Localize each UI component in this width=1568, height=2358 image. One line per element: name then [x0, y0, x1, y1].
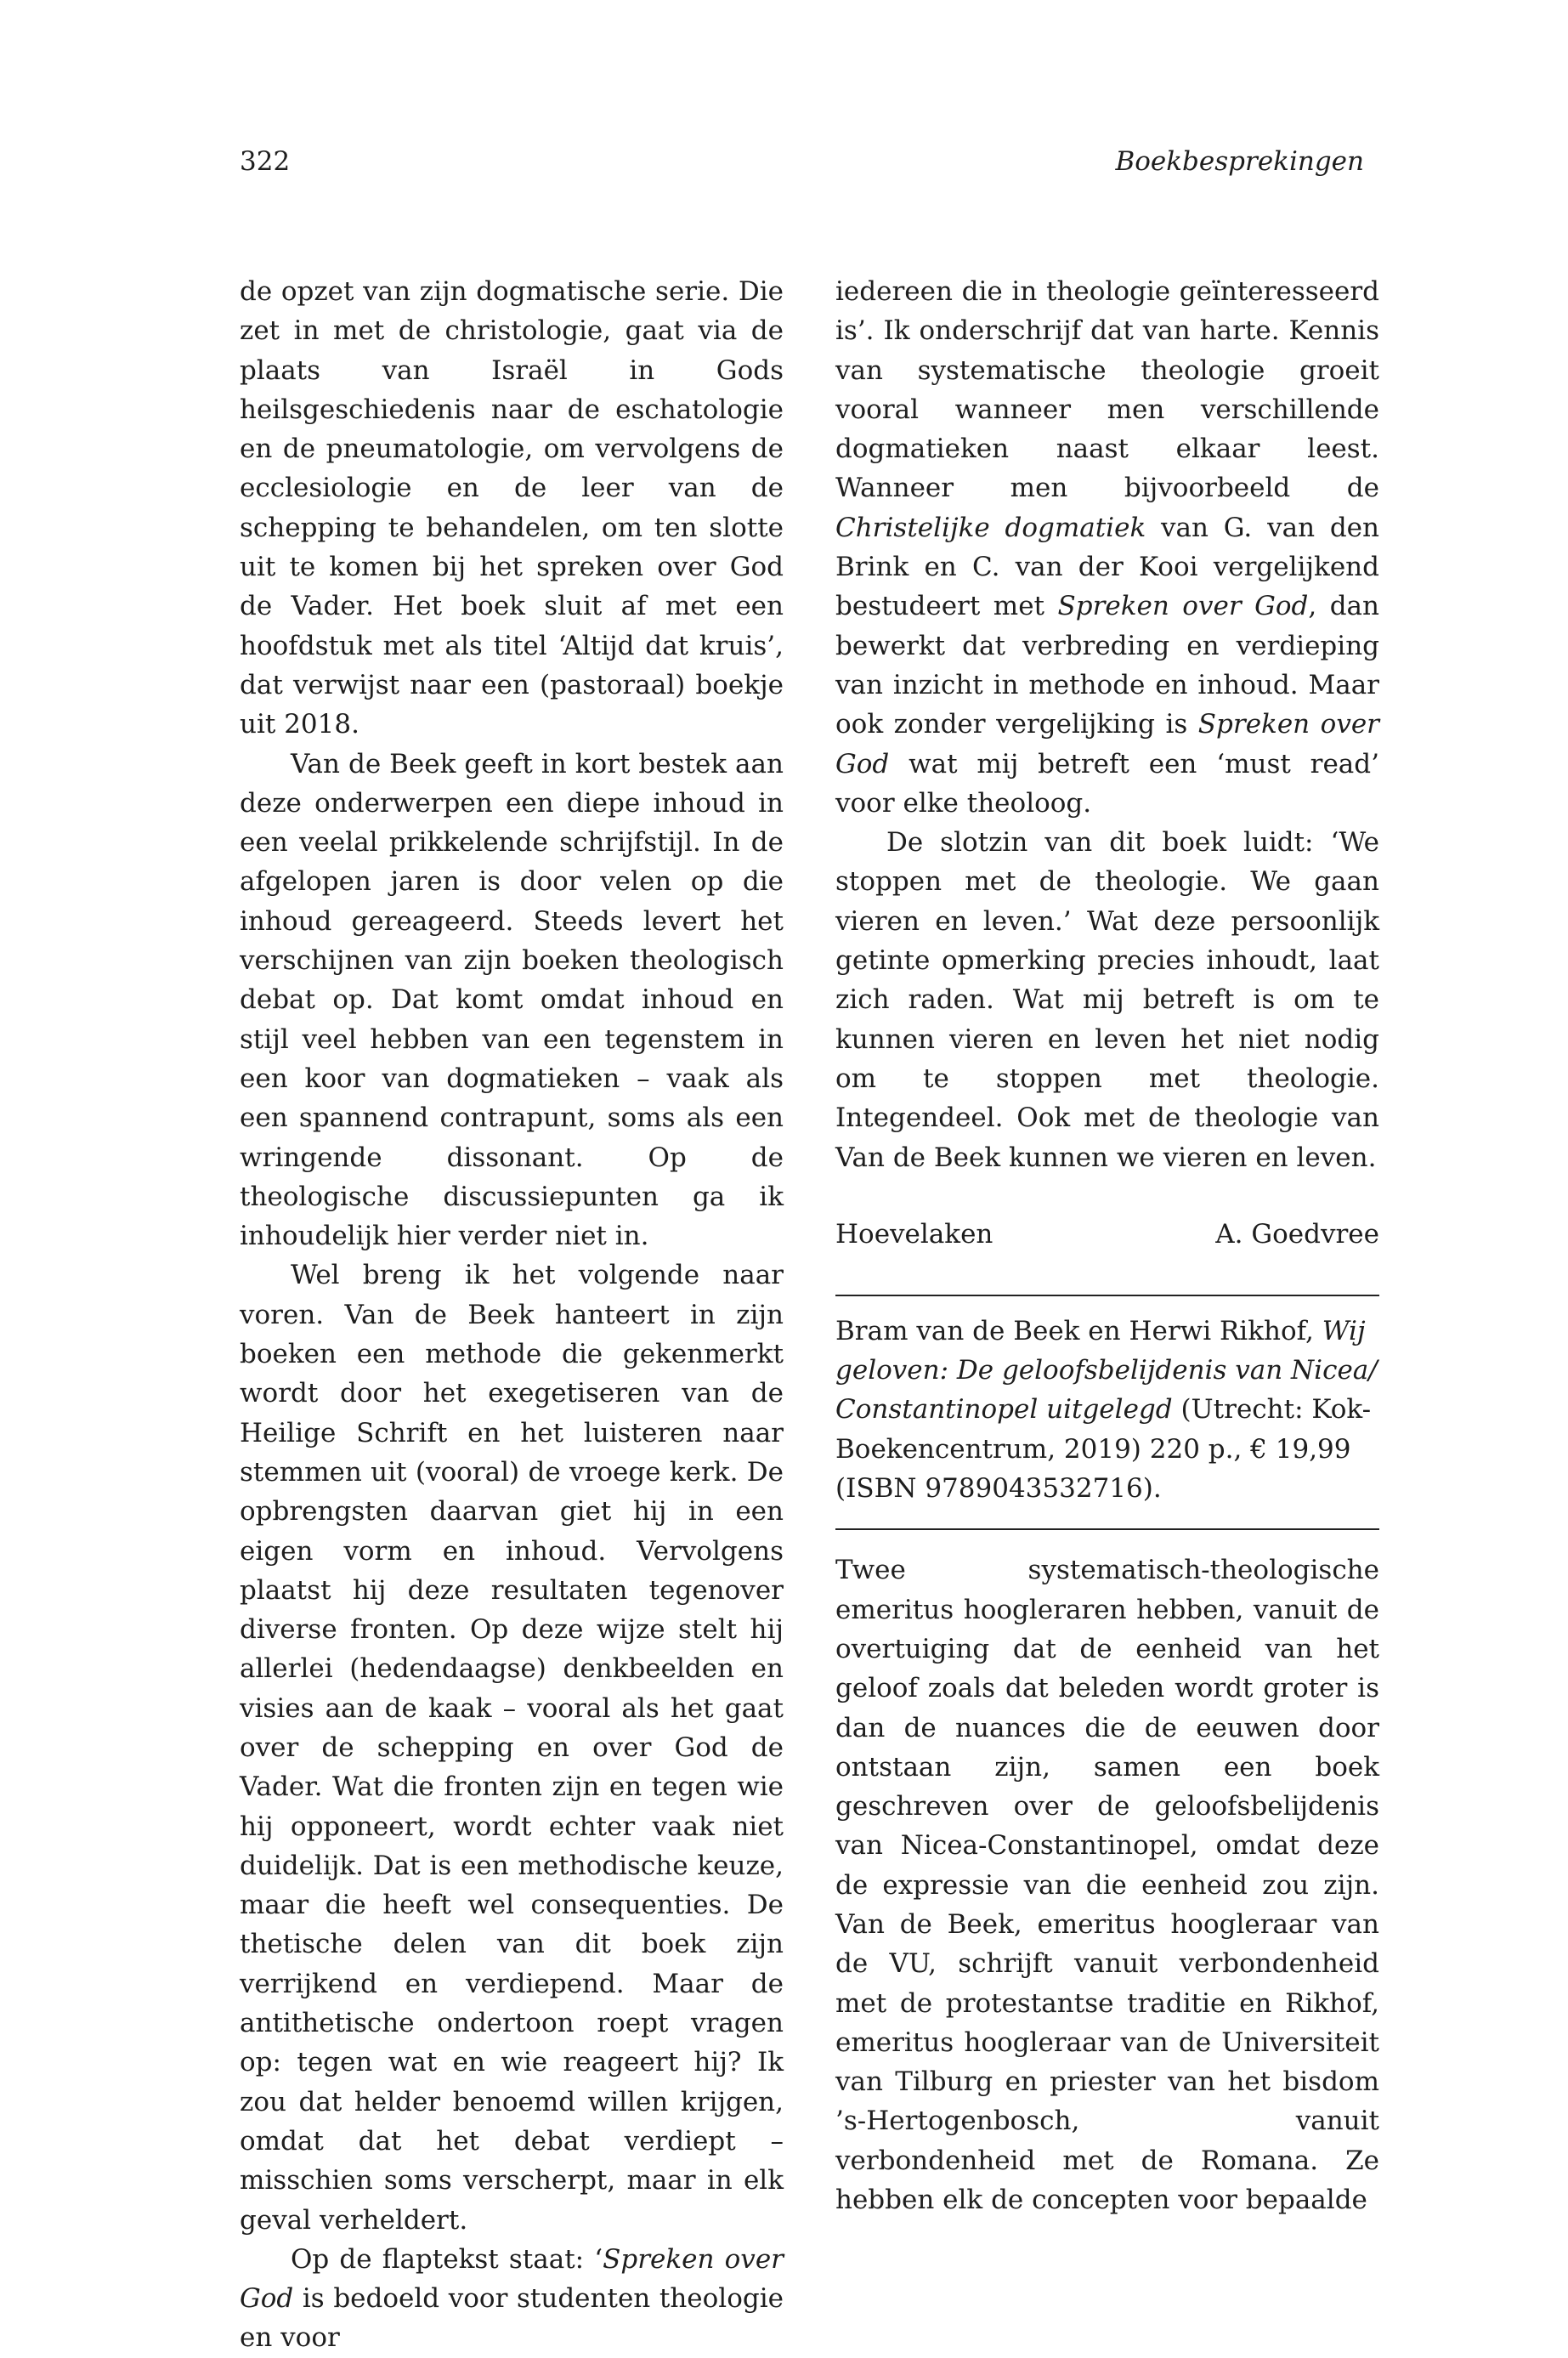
- book-title-italic: Spreken over God: [835, 709, 1379, 779]
- text-run: , dan bewerkt dat verbreding en verdieping van inzicht in methode en inhoud. Maar ook zonder vergelijking is: [835, 591, 1380, 740]
- text-run: Op de flaptekst staat: ‘: [291, 2243, 603, 2275]
- paragraph: [835, 272, 1379, 823]
- text-run: iedereen die in theologie geïnteresseerd is’. Ik onderschrijf dat van harte. Kennis van systematische theologie groeit vooral wanneer men verschillende dogmatieken naast elkaar leest. Wanneer men bijvoorbeeld de: [835, 276, 1379, 504]
- book-title-italic: Spreken over God: [240, 2243, 784, 2315]
- signature-place: Hoevelaken: [835, 1218, 993, 1250]
- paragraph: De slotzin van dit boek luidt: ‘We stoppen met de theologie. We gaan vieren en leven.’ Wat deze persoonlijk getinte opmerking precies inhoudt, laat zich raden. Wat mij betreft is om te kunnen vieren en leven het niet nodig om te stoppen met theologie. Integendeel. Ook met de theologie van Van de Beek kunnen we vieren en leven.: [835, 827, 1379, 1173]
- book-reference: [835, 1312, 1379, 1508]
- divider-top: [835, 1295, 1379, 1296]
- signature-name: A. Goedvree: [1215, 1218, 1379, 1250]
- book-title-italic: Spreken over God: [1057, 591, 1309, 622]
- review-signature: [835, 1215, 1379, 1254]
- text-run: wat mij betreft een ‘must read’ voor elke theoloog.: [835, 748, 1379, 819]
- paragraph: de opzet van zijn dogmatische serie. Die zet in met de christologie, gaat via de plaats van Israël in Gods heilsgeschiedenis naar de eschatologie en de pneumatologie, om vervolgens de ecclesiologie en de leer van de schepping te behandelen, om ten slotte uit te komen bij het spreken over God de Vader. Het boek sluit af met een hoofdstuk met als titel ‘Altijd dat kruis’, dat verwijst naar een (pastoraal) boekje uit 2018.: [240, 276, 784, 740]
- left-column: [240, 272, 784, 2358]
- book-reference-text: [835, 1312, 1379, 1508]
- book-title-italic: Christelijke dogmatiek: [835, 512, 1146, 543]
- text-run: is bedoeld voor studenten theologie en voor: [240, 2283, 784, 2354]
- book-title-italic: Wij geloven: De geloofsbelijdenis van Nicea/ Constantinopel uitgelegd: [835, 1315, 1378, 1426]
- right-column: [835, 272, 1379, 2219]
- text-run: van G. van den Brink en C. van der Kooi vergelijkend bestudeert met: [835, 512, 1379, 622]
- running-head: Boekbesprekingen: [1115, 146, 1364, 177]
- paragraph: Van de Beek geeft in kort bestek aan deze onderwerpen een diepe inhoud in een veelal prikkelende schrijfstijl. In de afgelopen jaren is door velen op die inhoud gereageerd. Steeds levert het verschijnen van zijn boeken theologisch debat op. Dat komt omdat inhoud en stijl veel hebben van een tegenstem in een koor van dogmatieken – vaak als een spannend contrapunt, soms als een wringende dissonant. Op de theologische discussiepunten ga ik inhoudelijk hier verder niet in.: [240, 748, 784, 1252]
- divider-bottom: [835, 1528, 1379, 1530]
- paragraph: Wel breng ik het volgende naar voren. Van de Beek hanteert in zijn boeken een methode die gekenmerkt wordt door het exegetiseren van de Heilige Schrift en het luisteren naar stemmen uit (vooral) de vroege kerk. De opbrengsten daarvan giet hij in een eigen vorm en inhoud. Vervolgens plaatst hij deze resultaten tegenover diverse fronten. Op deze wijze stelt hij allerlei (hedendaagse) denkbeelden en visies aan de kaak – vooral als het gaat over de schepping en over God de Vader. Wat die fronten zijn en tegen wie hij opponeert, wordt echter vaak niet duidelijk. Dat is een methodische keuze, maar die heeft wel consequenties. De thetische delen van dit boek zijn verrijkend en verdiepend. Maar de antithetische ondertoon roept vragen op: tegen wat en wie reageert hij? Ik zou dat helder benoemd willen krijgen, omdat dat het debat verdiept – misschien soms verscherpt, maar in elk geval verheldert.: [240, 1260, 784, 2236]
- paragraph: Twee systematisch-theologische emeritus hoogleraren hebben, vanuit de overtuiging dat de eenheid van het geloof zoals dat beleden wordt groter is dan de nuances die de eeuwen door ontstaan zijn, samen een boek geschreven over de geloofsbelijdenis van Nicea-Constantinopel, omdat deze de expressie van die eenheid zou zijn. Van de Beek, emeritus hoogleraar van de VU, schrijft vanuit verbondenheid met de protestantse traditie en Rikhof, emeritus hoogleraar van de Universiteit van Tilburg en priester van het bisdom ’s-Hertogenbosch, vanuit verbondenheid met de Romana. Ze hebben elk de concepten voor bepaalde: [835, 1555, 1379, 2216]
- paragraph: [240, 2240, 784, 2358]
- text-run: (Utrecht: Kok-Boekencentrum, 2019) 220 p., € 19,99 (ISBN 9789043532716).: [835, 1394, 1372, 1505]
- page-number: 322: [240, 146, 291, 177]
- text-run: Bram van de Beek en Herwi Rikhof,: [835, 1315, 1322, 1346]
